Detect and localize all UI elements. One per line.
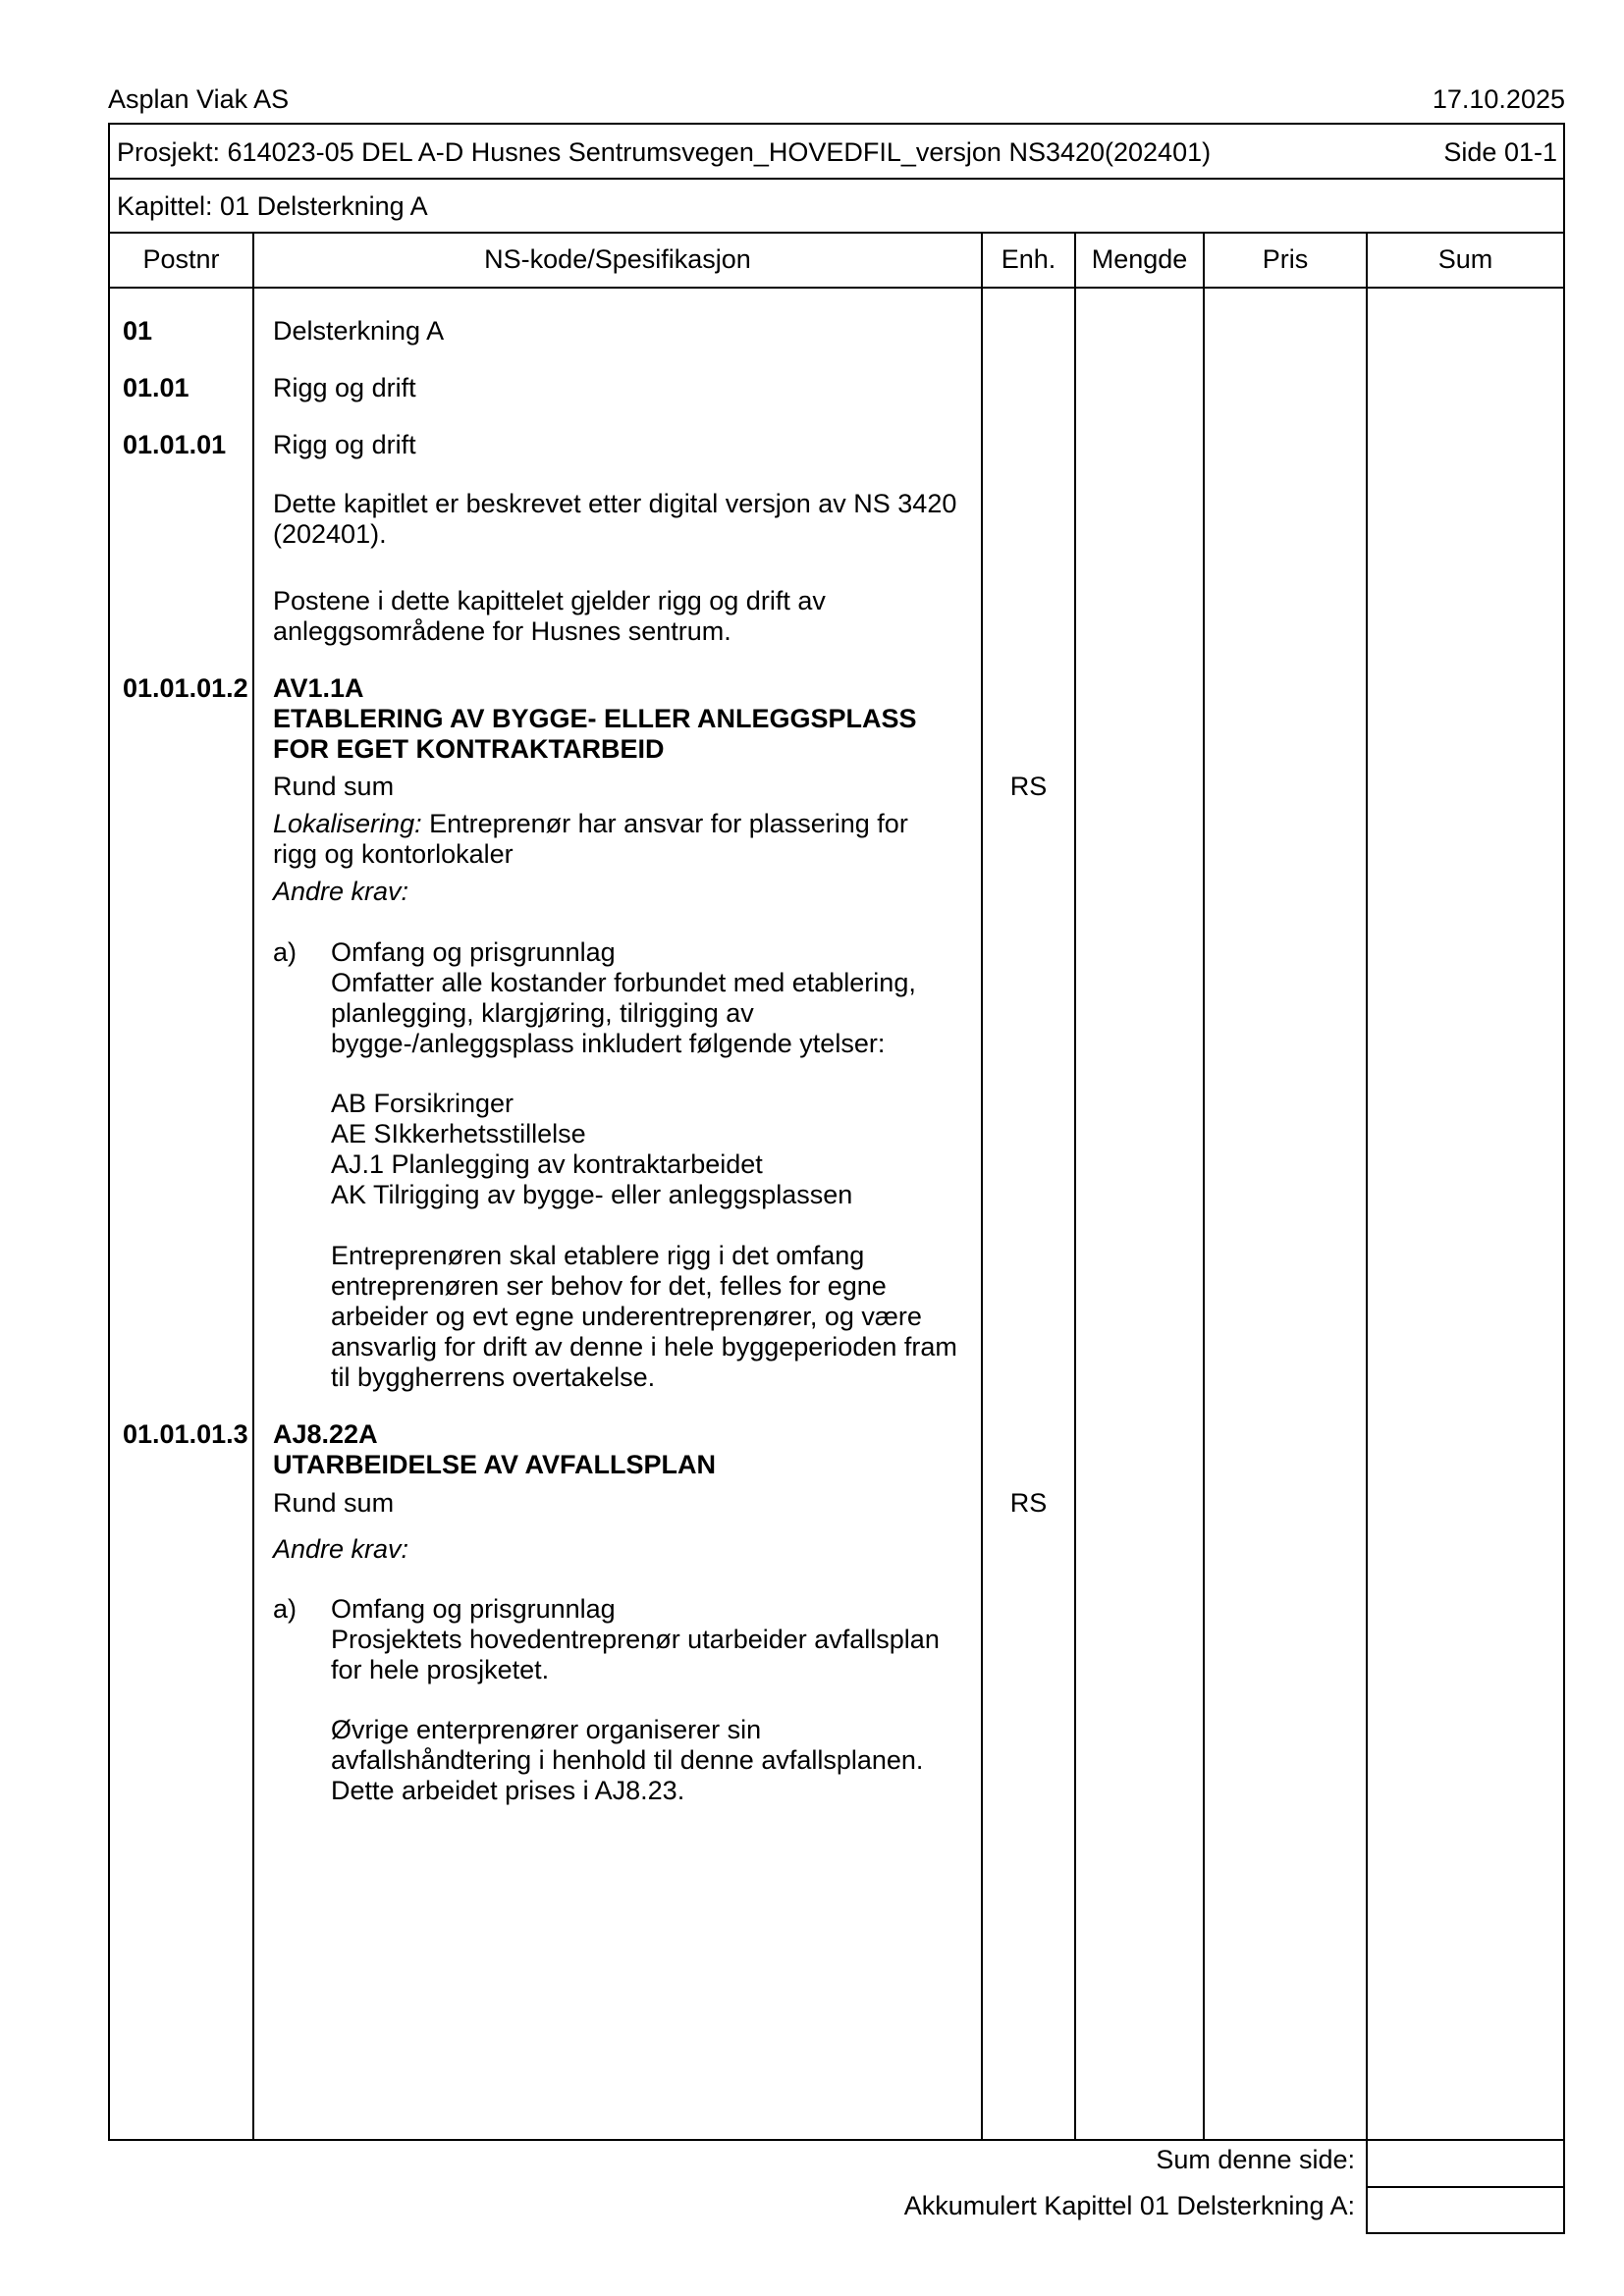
- other-requirements-label: Andre krav:: [273, 1534, 409, 1564]
- item-title: Rigg og drift: [273, 373, 416, 402]
- project-title: Prosjekt: 614023-05 DEL A-D Husnes Sentrumsvegen_HOVEDFIL_versjon NS3420(202401): [117, 137, 1212, 167]
- postnr-01: 01: [123, 316, 153, 346]
- chapter-title: Kapittel: 01 Delsterkning A: [117, 191, 428, 221]
- unit-value: RS: [1009, 1488, 1048, 1518]
- document-date: 17.10.2025: [1432, 84, 1565, 114]
- rund-sum-label: Rund sum: [273, 1488, 395, 1518]
- localization-line: [273, 809, 908, 839]
- other-requirements-label: Andre krav:: [273, 877, 409, 906]
- item-description: Postene i dette kapittelet gjelder rigg og drift av anleggsområdene for Husnes sentrum.: [273, 586, 826, 646]
- item-description: Øvrige enterprenører organiserer sin avfallshåndtering i henhold til denne avfallsplanen. Dette arbeidet prises i AJ8.23.: [331, 1715, 924, 1805]
- rund-sum-label: Rund sum: [273, 772, 395, 801]
- col-header-postnr: Postnr: [142, 244, 220, 274]
- item-title: Delsterkning A: [273, 316, 445, 346]
- col-header-sum: Sum: [1437, 244, 1493, 274]
- page-number: Side 01-1: [1443, 137, 1557, 167]
- requirement-text: Omfatter alle kostander forbundet med etablering, planlegging, klargjøring, tilrigging av bygge-/anleggsplass inkludert følgende ytelser:: [331, 968, 916, 1058]
- col-header-unit: Enh.: [1001, 244, 1056, 274]
- unit-value: RS: [1009, 772, 1048, 801]
- item-heading: ETABLERING AV BYGGE- ELLER ANLEGGSPLASS FOR EGET KONTRAKTARBEID: [273, 704, 917, 764]
- accumulated-label: Akkumulert Kapittel 01 Delsterkning A:: [903, 2191, 1355, 2220]
- company-name: Asplan Viak AS: [108, 84, 290, 114]
- list-marker: a): [273, 1594, 298, 1624]
- requirement-title: Omfang og prisgrunnlag: [331, 1594, 616, 1624]
- col-header-price: Pris: [1262, 244, 1309, 274]
- item-title: Rigg og drift: [273, 430, 416, 459]
- localization-text-cont: rigg og kontorlokaler: [273, 839, 514, 869]
- item-description: Entreprenøren skal etablere rigg i det omfang entreprenøren ser behov for det, felles for egne arbeider og evt egne underentreprenører, og være ansvarlig for drift av denne i hele byggeperioden fram til byggherrens overtakelse.: [331, 1241, 957, 1392]
- ns-code: AJ8.22A: [273, 1419, 378, 1449]
- postnr-01-01: 01.01: [123, 373, 189, 402]
- requirement-title: Omfang og prisgrunnlag: [331, 937, 616, 967]
- postnr-01-01-01-3: 01.01.01.3: [123, 1419, 248, 1449]
- services-list: AB Forsikringer AE SIkkerhetsstillelse AJ.1 Planlegging av kontraktarbeidet AK Tilrigging av bygge- eller anleggsplassen: [331, 1089, 853, 1209]
- item-description: Dette kapitlet er beskrevet etter digital versjon av NS 3420 (202401).: [273, 489, 957, 549]
- col-header-spec: NS-kode/Spesifikasjon: [484, 244, 751, 274]
- ns-code: AV1.1A: [273, 673, 364, 703]
- postnr-01-01-01: 01.01.01: [123, 430, 227, 459]
- localization-label: Lokalisering:: [273, 809, 422, 838]
- list-marker: a): [273, 937, 298, 967]
- col-header-qty: Mengde: [1091, 244, 1188, 274]
- postnr-01-01-01-2: 01.01.01.2: [123, 673, 248, 703]
- sum-page-label: Sum denne side:: [1156, 2145, 1355, 2174]
- requirement-text: Prosjektets hovedentreprenør utarbeider avfallsplan for hele prosjketet.: [331, 1625, 940, 1684]
- item-heading: UTARBEIDELSE AV AVFALLSPLAN: [273, 1450, 717, 1479]
- localization-text: Entreprenør har ansvar for plassering for: [421, 809, 908, 838]
